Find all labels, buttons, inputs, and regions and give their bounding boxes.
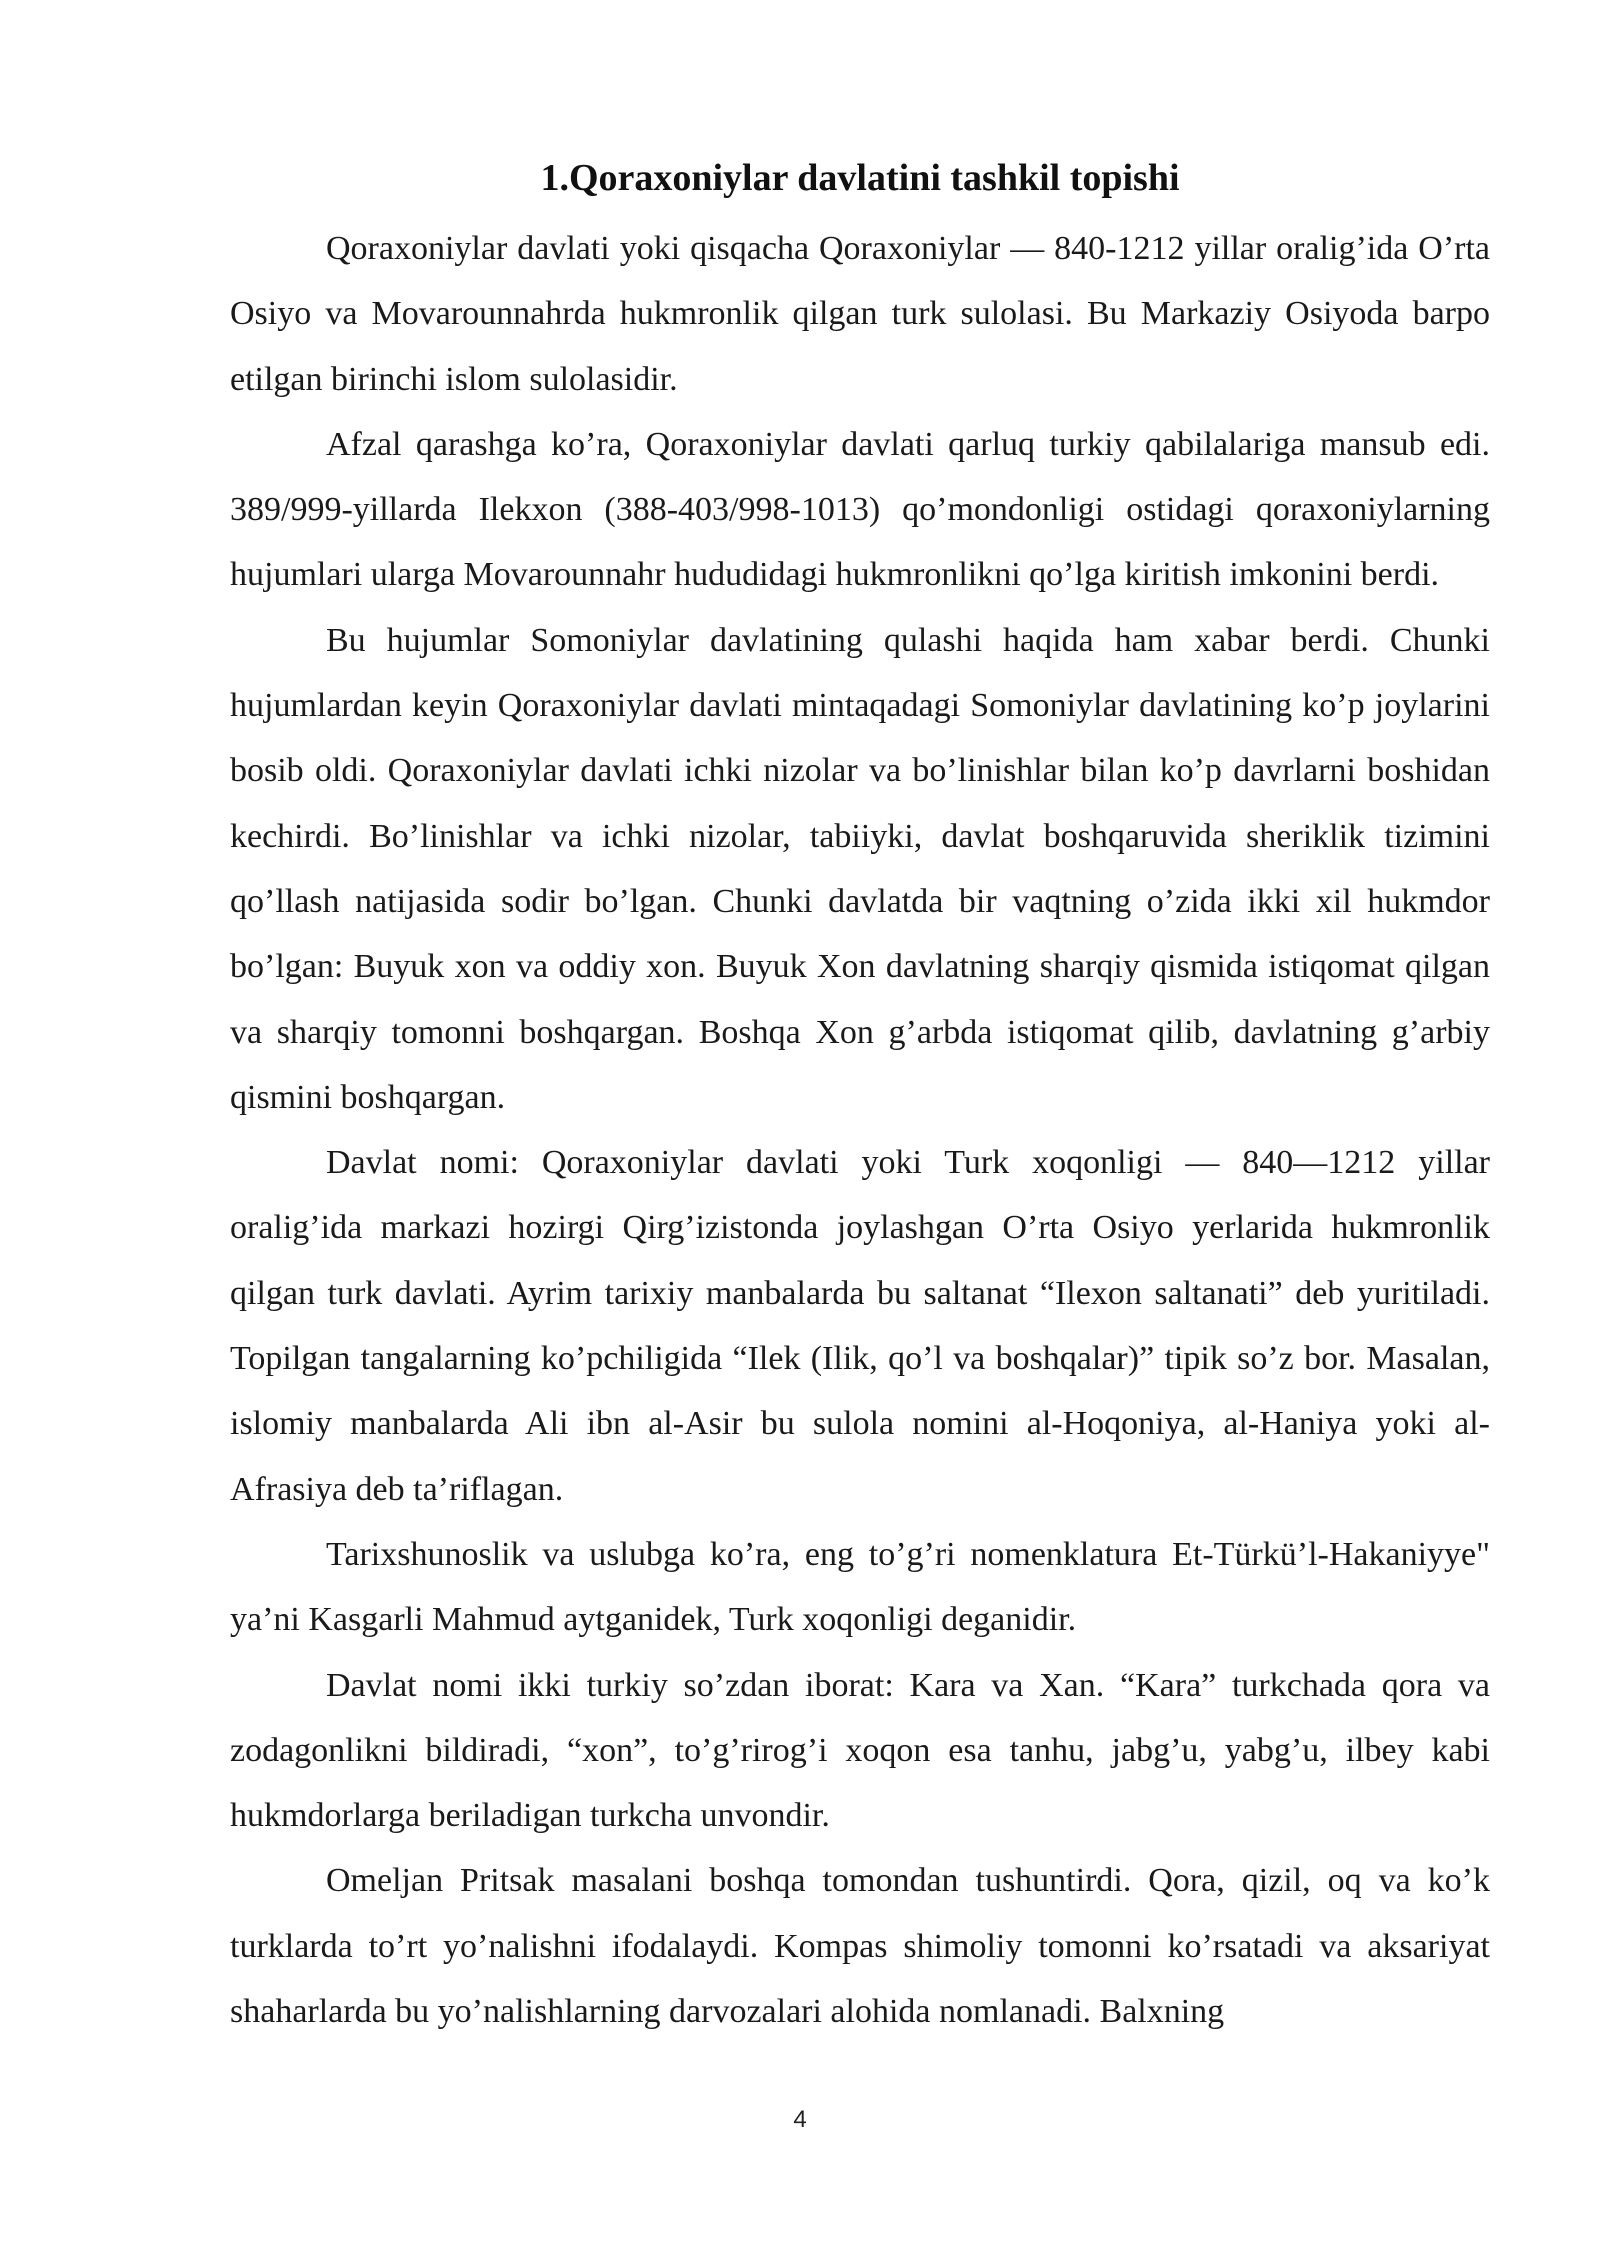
paragraph-state-name: Davlat nomi: Qoraxoniylar davlati yoki Turk xoqonligi — 840—1212 yillar oralig’ida markazi hozirgi Qirg’izistonda joylashgan O’rta Osiyo yerlarida hukmronlik qilgan turk davlati. Ayrim tarixiy manbalarda bu saltanat “Ilexon saltanati” deb yuritiladi. Topilgan tangalarning ko’pchiligida “Ilek (Ilik, qo’l va boshqalar)” tipik so’z bor. Masalan, islomiy manbalarda Ali ibn al-Asir bu sulola nomini al-Hoqoniya, al-Haniya yoki al-Afrasiya deb ta’riflagan. <box>230 1144 1490 1508</box>
page-number: 4 <box>793 2106 807 2133</box>
paragraph-origin: Afzal qarashga ko’ra, Qoraxoniylar davlati qarluq turkiy qabilalariga mansub edi. 389/999-yillarda Ilekxon (388-403/998-1013) qo’mondonligi ostidagi qoraxoniylarning hujumlari ularga Movarounnahr hududidagi hukmronlikni qo’lga kiritish imkonini berdi. <box>230 425 1490 594</box>
section-title: 1.Qoraxoniylar davlatini tashkil topishi <box>540 157 1180 199</box>
paragraph-pritsak: Omeljan Pritsak masalani boshqa tomondan tushuntirdi. Qora, qizil, oq va ko’k turklarda to’rt yo’nalishni ifodalaydi. Kompas shimoliy tomonni ko’rsatadi va aksariyat shaharlarda bu yo’nalishlarning darvozalari alohida nomlanadi. Balxning <box>230 1862 1490 2031</box>
document-body <box>230 148 1490 2044</box>
paragraph-historiography: Tarixshunoslik va uslubga ko’ra, eng to’g’ri nomenklatura Et-Türkü’l-Hakaniyye" ya’ni Kasgarli Mahmud aytganidek, Turk xoqonligi deganidir. <box>230 1535 1490 1639</box>
paragraph-samanid-fall: Bu hujumlar Somoniylar davlatining qulashi haqida ham xabar berdi. Chunki hujumlardan keyin Qoraxoniylar davlati mintaqadagi Somoniylar davlatining ko’p joylarini bosib oldi. Qoraxoniylar davlati ichki nizolar va bo’linishlar bilan ko’p davrlarni boshidan kechirdi. Bo’linishlar va ichki nizolar, tabiiyki, davlat boshqaruvida sheriklik tizimini qo’llash natijasida sodir bo’lgan. Chunki davlatda bir vaqtning o’zida ikki xil hukmdor bo’lgan: Buyuk xon va oddiy xon. Buyuk Xon davlatning sharqiy qismida istiqomat qilgan va sharqiy tomonni boshqargan. Boshqa Xon g’arbda istiqomat qilib, davlatning g’arbiy qismini boshqargan. <box>230 621 1490 1116</box>
paragraph-etymology: Davlat nomi ikki turkiy so’zdan iborat: Kara va Xan. “Kara” turkchada qora va zodagonlikni bildiradi, “xon”, to’g’rirog’i xoqon esa tanhu, jabg’u, yabg’u, ilbey kabi hukmdorlarga beriladigan turkcha unvondir. <box>230 1666 1490 1835</box>
paragraph-intro: Qoraxoniylar davlati yoki qisqacha Qoraxoniylar — 840-1212 yillar oralig’ida O’rta Osiyo va Movarounnahrda hukmronlik qilgan turk sulolasi. Bu Markaziy Osiyoda barpo etilgan birinchi islom sulolasidir. <box>230 230 1490 398</box>
